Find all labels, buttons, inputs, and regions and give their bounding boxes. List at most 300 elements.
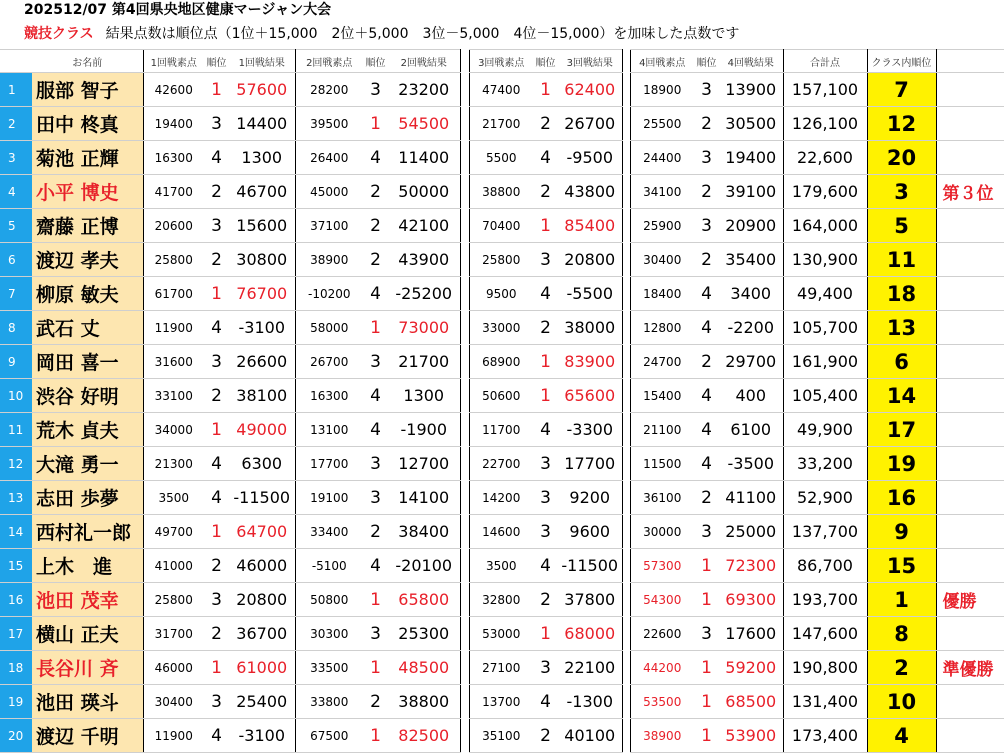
r1-rank: 4: [204, 447, 229, 481]
row-number: 19: [0, 685, 32, 719]
spacer: [622, 617, 630, 651]
r1-result: 6300: [229, 447, 295, 481]
spacer: [622, 107, 630, 141]
award-label: [936, 617, 1004, 651]
spacer: [460, 583, 469, 617]
award-label: [936, 413, 1004, 447]
r1-raw-score: 30400: [143, 685, 204, 719]
player-name: 齋藤 正博: [32, 209, 143, 243]
r1-rank: 1: [204, 73, 229, 107]
r3-result: 9200: [558, 481, 622, 515]
row-number: 8: [0, 311, 32, 345]
r3-result: 20800: [558, 243, 622, 277]
r4-rank: 4: [694, 447, 719, 481]
r2-rank: 1: [363, 311, 388, 345]
r4-rank: 4: [694, 413, 719, 447]
r1-result: 14400: [229, 107, 295, 141]
r1-raw-score: 21300: [143, 447, 204, 481]
r2-result: 25300: [388, 617, 460, 651]
r3-raw-score: 14200: [469, 481, 533, 515]
r2-rank: 2: [363, 209, 388, 243]
spacer: [460, 311, 469, 345]
r1-result: 49000: [229, 413, 295, 447]
spacer: [622, 549, 630, 583]
table-row: [0, 481, 1004, 515]
r4-result: 35400: [719, 243, 783, 277]
award-label: 優勝: [936, 583, 1004, 617]
r3-raw-score: 27100: [469, 651, 533, 685]
player-name: 横山 正夫: [32, 617, 143, 651]
total-score: 161,900: [783, 345, 867, 379]
class-rank: 11: [867, 243, 936, 277]
table-row: [0, 175, 1004, 209]
total-score: 49,900: [783, 413, 867, 447]
total-score: 173,400: [783, 719, 867, 753]
r3-rank: 3: [533, 447, 558, 481]
r1-rank: 2: [204, 617, 229, 651]
row-number: 4: [0, 175, 32, 209]
r1-rank: 2: [204, 175, 229, 209]
award-label: [936, 243, 1004, 277]
r2-result: 38400: [388, 515, 460, 549]
scoring-note: 結果点数は順位点（1位＋15,000 2位＋5,000 3位－5,000 4位－15,000）を加味した点数です: [105, 26, 740, 42]
r2-result: -25200: [388, 277, 460, 311]
spacer: [460, 277, 469, 311]
spacer: [460, 481, 469, 515]
r1-rank: 2: [204, 549, 229, 583]
r1-raw-score: 11900: [143, 719, 204, 753]
total-score: 193,700: [783, 583, 867, 617]
award-label: [936, 481, 1004, 515]
r4-result: 39100: [719, 175, 783, 209]
header-name: お名前: [32, 50, 143, 73]
r4-raw-score: 11500: [630, 447, 694, 481]
r2-result: 23200: [388, 73, 460, 107]
r3-raw-score: 38800: [469, 175, 533, 209]
sheet-subtitle: [24, 22, 739, 46]
r3-raw-score: 21700: [469, 107, 533, 141]
spacer: [460, 73, 469, 107]
spacer: [622, 481, 630, 515]
r2-rank: 4: [363, 549, 388, 583]
class-rank: 18: [867, 277, 936, 311]
r2-raw-score: 58000: [295, 311, 363, 345]
r3-raw-score: 70400: [469, 209, 533, 243]
table-row: [0, 379, 1004, 413]
r2-rank: 2: [363, 243, 388, 277]
total-score: 22,600: [783, 141, 867, 175]
header-r3-rank: 順位: [533, 50, 558, 73]
r1-raw-score: 3500: [143, 481, 204, 515]
table-row: [0, 277, 1004, 311]
r1-rank: 1: [204, 515, 229, 549]
class-rank: 7: [867, 73, 936, 107]
award-label: 第３位: [936, 175, 1004, 209]
r2-raw-score: 33500: [295, 651, 363, 685]
r4-raw-score: 15400: [630, 379, 694, 413]
r3-rank: 4: [533, 277, 558, 311]
r3-rank: 3: [533, 481, 558, 515]
r4-result: 17600: [719, 617, 783, 651]
r2-rank: 2: [363, 175, 388, 209]
r2-rank: 3: [363, 73, 388, 107]
class-rank: 8: [867, 617, 936, 651]
spacer: [622, 73, 630, 107]
r4-rank: 1: [694, 685, 719, 719]
row-number: 16: [0, 583, 32, 617]
class-rank: 14: [867, 379, 936, 413]
r1-result: 1300: [229, 141, 295, 175]
r2-raw-score: 30300: [295, 617, 363, 651]
table-row: [0, 651, 1004, 685]
row-number: 3: [0, 141, 32, 175]
header-r1-result: 1回戦結果: [229, 50, 295, 73]
spacer: [460, 413, 469, 447]
spacer: [460, 515, 469, 549]
r4-raw-score: 30000: [630, 515, 694, 549]
r3-rank: 2: [533, 175, 558, 209]
r2-rank: 1: [363, 651, 388, 685]
r2-rank: 4: [363, 413, 388, 447]
r4-raw-score: 18900: [630, 73, 694, 107]
spacer: [460, 50, 469, 73]
r2-result: 11400: [388, 141, 460, 175]
class-rank: 6: [867, 345, 936, 379]
r2-result: 43900: [388, 243, 460, 277]
r4-rank: 1: [694, 549, 719, 583]
r2-rank: 1: [363, 107, 388, 141]
r3-rank: 3: [533, 515, 558, 549]
r2-raw-score: 26700: [295, 345, 363, 379]
row-number: 5: [0, 209, 32, 243]
spacer: [460, 141, 469, 175]
r1-raw-score: 34000: [143, 413, 204, 447]
total-score: 105,700: [783, 311, 867, 345]
r4-result: 25000: [719, 515, 783, 549]
r2-rank: 3: [363, 447, 388, 481]
spacer: [460, 379, 469, 413]
r4-raw-score: 34100: [630, 175, 694, 209]
spacer: [622, 719, 630, 753]
r1-raw-score: 31700: [143, 617, 204, 651]
total-score: 190,800: [783, 651, 867, 685]
r1-raw-score: 46000: [143, 651, 204, 685]
r2-raw-score: 19100: [295, 481, 363, 515]
r4-result: 13900: [719, 73, 783, 107]
r1-raw-score: 20600: [143, 209, 204, 243]
r4-result: 19400: [719, 141, 783, 175]
spacer: [622, 685, 630, 719]
award-label: 準優勝: [936, 651, 1004, 685]
r1-result: -3100: [229, 719, 295, 753]
r2-result: 48500: [388, 651, 460, 685]
header-row: [0, 50, 1004, 73]
r3-raw-score: 14600: [469, 515, 533, 549]
r3-result: 68000: [558, 617, 622, 651]
r1-result: 26600: [229, 345, 295, 379]
total-score: 131,400: [783, 685, 867, 719]
r1-rank: 2: [204, 243, 229, 277]
player-name: 志田 歩夢: [32, 481, 143, 515]
r1-result: 30800: [229, 243, 295, 277]
header-r2-rank: 順位: [363, 50, 388, 73]
table-row: [0, 243, 1004, 277]
class-rank: 12: [867, 107, 936, 141]
r1-raw-score: 61700: [143, 277, 204, 311]
r3-rank: 1: [533, 617, 558, 651]
r2-raw-score: 39500: [295, 107, 363, 141]
r1-raw-score: 11900: [143, 311, 204, 345]
r1-result: 46000: [229, 549, 295, 583]
r2-raw-score: 33800: [295, 685, 363, 719]
r3-result: 38000: [558, 311, 622, 345]
row-number: 1: [0, 73, 32, 107]
spacer: [622, 379, 630, 413]
r1-raw-score: 42600: [143, 73, 204, 107]
r3-raw-score: 25800: [469, 243, 533, 277]
player-name: 荒木 貞夫: [32, 413, 143, 447]
r1-rank: 1: [204, 413, 229, 447]
r1-result: 57600: [229, 73, 295, 107]
total-score: 126,100: [783, 107, 867, 141]
header-r4-rank: 順位: [694, 50, 719, 73]
spacer: [622, 277, 630, 311]
r3-rank: 2: [533, 107, 558, 141]
r4-rank: 2: [694, 481, 719, 515]
award-label: [936, 345, 1004, 379]
r2-result: 65800: [388, 583, 460, 617]
table-row: [0, 311, 1004, 345]
spacer: [622, 209, 630, 243]
r1-result: 46700: [229, 175, 295, 209]
class-rank: 9: [867, 515, 936, 549]
r3-result: 26700: [558, 107, 622, 141]
r4-raw-score: 44200: [630, 651, 694, 685]
r4-rank: 3: [694, 515, 719, 549]
r3-result: 22100: [558, 651, 622, 685]
r3-raw-score: 33000: [469, 311, 533, 345]
r2-result: 42100: [388, 209, 460, 243]
r3-result: 37800: [558, 583, 622, 617]
spacer: [460, 209, 469, 243]
r4-rank: 2: [694, 175, 719, 209]
r3-result: 40100: [558, 719, 622, 753]
spacer: [460, 345, 469, 379]
r2-rank: 1: [363, 583, 388, 617]
class-rank: 4: [867, 719, 936, 753]
r4-raw-score: 36100: [630, 481, 694, 515]
award-label: [936, 141, 1004, 175]
r3-rank: 1: [533, 345, 558, 379]
r2-raw-score: 67500: [295, 719, 363, 753]
r2-result: -1900: [388, 413, 460, 447]
r4-result: 30500: [719, 107, 783, 141]
table-row: [0, 413, 1004, 447]
r4-rank: 4: [694, 311, 719, 345]
r2-result: 38800: [388, 685, 460, 719]
r4-result: 53900: [719, 719, 783, 753]
class-rank: 17: [867, 413, 936, 447]
r3-result: -3300: [558, 413, 622, 447]
results-table: [0, 49, 1004, 753]
r2-result: 54500: [388, 107, 460, 141]
r3-rank: 3: [533, 651, 558, 685]
r3-result: -11500: [558, 549, 622, 583]
row-number: 17: [0, 617, 32, 651]
total-score: 130,900: [783, 243, 867, 277]
r2-rank: 4: [363, 277, 388, 311]
total-score: 52,900: [783, 481, 867, 515]
row-number: 9: [0, 345, 32, 379]
r1-result: 20800: [229, 583, 295, 617]
award-label: [936, 447, 1004, 481]
r3-result: -5500: [558, 277, 622, 311]
r1-raw-score: 49700: [143, 515, 204, 549]
r1-result: -11500: [229, 481, 295, 515]
r3-result: 65600: [558, 379, 622, 413]
r3-raw-score: 47400: [469, 73, 533, 107]
player-name: 西村礼一郎: [32, 515, 143, 549]
class-rank: 15: [867, 549, 936, 583]
r3-result: 17700: [558, 447, 622, 481]
r4-raw-score: 12800: [630, 311, 694, 345]
header-r3-result: 3回戦結果: [558, 50, 622, 73]
award-label: [936, 209, 1004, 243]
spacer: [622, 413, 630, 447]
spacer: [460, 549, 469, 583]
r3-rank: 1: [533, 73, 558, 107]
row-number: 18: [0, 651, 32, 685]
player-name: 武石 丈: [32, 311, 143, 345]
header-class-rank: クラス内順位: [867, 50, 936, 73]
r3-rank: 3: [533, 243, 558, 277]
r2-raw-score: 45000: [295, 175, 363, 209]
player-name: 長谷川 斉: [32, 651, 143, 685]
r1-rank: 3: [204, 583, 229, 617]
r4-result: 3400: [719, 277, 783, 311]
total-score: 105,400: [783, 379, 867, 413]
r4-raw-score: 24700: [630, 345, 694, 379]
r3-result: 9600: [558, 515, 622, 549]
r3-result: 62400: [558, 73, 622, 107]
spacer: [622, 50, 630, 73]
r2-raw-score: -10200: [295, 277, 363, 311]
r3-result: 83900: [558, 345, 622, 379]
r1-rank: 4: [204, 141, 229, 175]
r3-rank: 2: [533, 719, 558, 753]
player-name: 服部 智子: [32, 73, 143, 107]
spacer: [460, 107, 469, 141]
class-rank: 2: [867, 651, 936, 685]
r4-raw-score: 30400: [630, 243, 694, 277]
r4-raw-score: 25500: [630, 107, 694, 141]
r3-result: 43800: [558, 175, 622, 209]
spacer: [460, 175, 469, 209]
table-row: [0, 141, 1004, 175]
r4-rank: 4: [694, 379, 719, 413]
r1-rank: 3: [204, 107, 229, 141]
table-row: [0, 107, 1004, 141]
r3-raw-score: 22700: [469, 447, 533, 481]
award-label: [936, 515, 1004, 549]
r3-raw-score: 13700: [469, 685, 533, 719]
header-number: [0, 50, 32, 73]
class-rank: 20: [867, 141, 936, 175]
r2-rank: 4: [363, 379, 388, 413]
player-name: 池田 瑛斗: [32, 685, 143, 719]
r4-result: -2200: [719, 311, 783, 345]
r4-raw-score: 38900: [630, 719, 694, 753]
r4-rank: 2: [694, 243, 719, 277]
spacer: [622, 243, 630, 277]
r2-rank: 3: [363, 345, 388, 379]
r1-rank: 3: [204, 685, 229, 719]
class-rank: 10: [867, 685, 936, 719]
player-name: 大滝 勇一: [32, 447, 143, 481]
spacer: [460, 447, 469, 481]
r3-result: -9500: [558, 141, 622, 175]
r2-result: 1300: [388, 379, 460, 413]
r4-rank: 3: [694, 73, 719, 107]
r2-result: 82500: [388, 719, 460, 753]
total-score: 137,700: [783, 515, 867, 549]
row-number: 12: [0, 447, 32, 481]
r4-raw-score: 22600: [630, 617, 694, 651]
award-label: [936, 277, 1004, 311]
r1-result: 25400: [229, 685, 295, 719]
total-score: 164,000: [783, 209, 867, 243]
header-r4-raw: 4回戦素点: [630, 50, 694, 73]
header-r4-result: 4回戦結果: [719, 50, 783, 73]
table-row: [0, 447, 1004, 481]
r4-rank: 3: [694, 209, 719, 243]
r4-rank: 1: [694, 651, 719, 685]
r2-raw-score: 50800: [295, 583, 363, 617]
r3-raw-score: 5500: [469, 141, 533, 175]
r2-raw-score: 37100: [295, 209, 363, 243]
r3-rank: 4: [533, 413, 558, 447]
row-number: 2: [0, 107, 32, 141]
player-name: 渋谷 好明: [32, 379, 143, 413]
r4-rank: 4: [694, 277, 719, 311]
spacer: [460, 617, 469, 651]
r1-rank: 3: [204, 345, 229, 379]
r4-rank: 1: [694, 583, 719, 617]
total-score: 86,700: [783, 549, 867, 583]
player-name: 小平 博史: [32, 175, 143, 209]
player-name: 岡田 喜一: [32, 345, 143, 379]
r2-raw-score: 28200: [295, 73, 363, 107]
r3-raw-score: 35100: [469, 719, 533, 753]
spacer: [460, 719, 469, 753]
player-name: 上木 進: [32, 549, 143, 583]
r3-rank: 4: [533, 141, 558, 175]
r1-raw-score: 31600: [143, 345, 204, 379]
r2-rank: 4: [363, 141, 388, 175]
sheet-title: 202512/07 第4回県央地区健康マージャン大会: [24, 2, 332, 18]
row-number: 15: [0, 549, 32, 583]
r3-raw-score: 68900: [469, 345, 533, 379]
r2-rank: 2: [363, 515, 388, 549]
r4-raw-score: 54300: [630, 583, 694, 617]
header-r2-raw: 2回戦素点: [295, 50, 363, 73]
r4-raw-score: 21100: [630, 413, 694, 447]
r3-raw-score: 3500: [469, 549, 533, 583]
row-number: 14: [0, 515, 32, 549]
r1-raw-score: 25800: [143, 583, 204, 617]
r4-result: 68500: [719, 685, 783, 719]
r1-raw-score: 25800: [143, 243, 204, 277]
